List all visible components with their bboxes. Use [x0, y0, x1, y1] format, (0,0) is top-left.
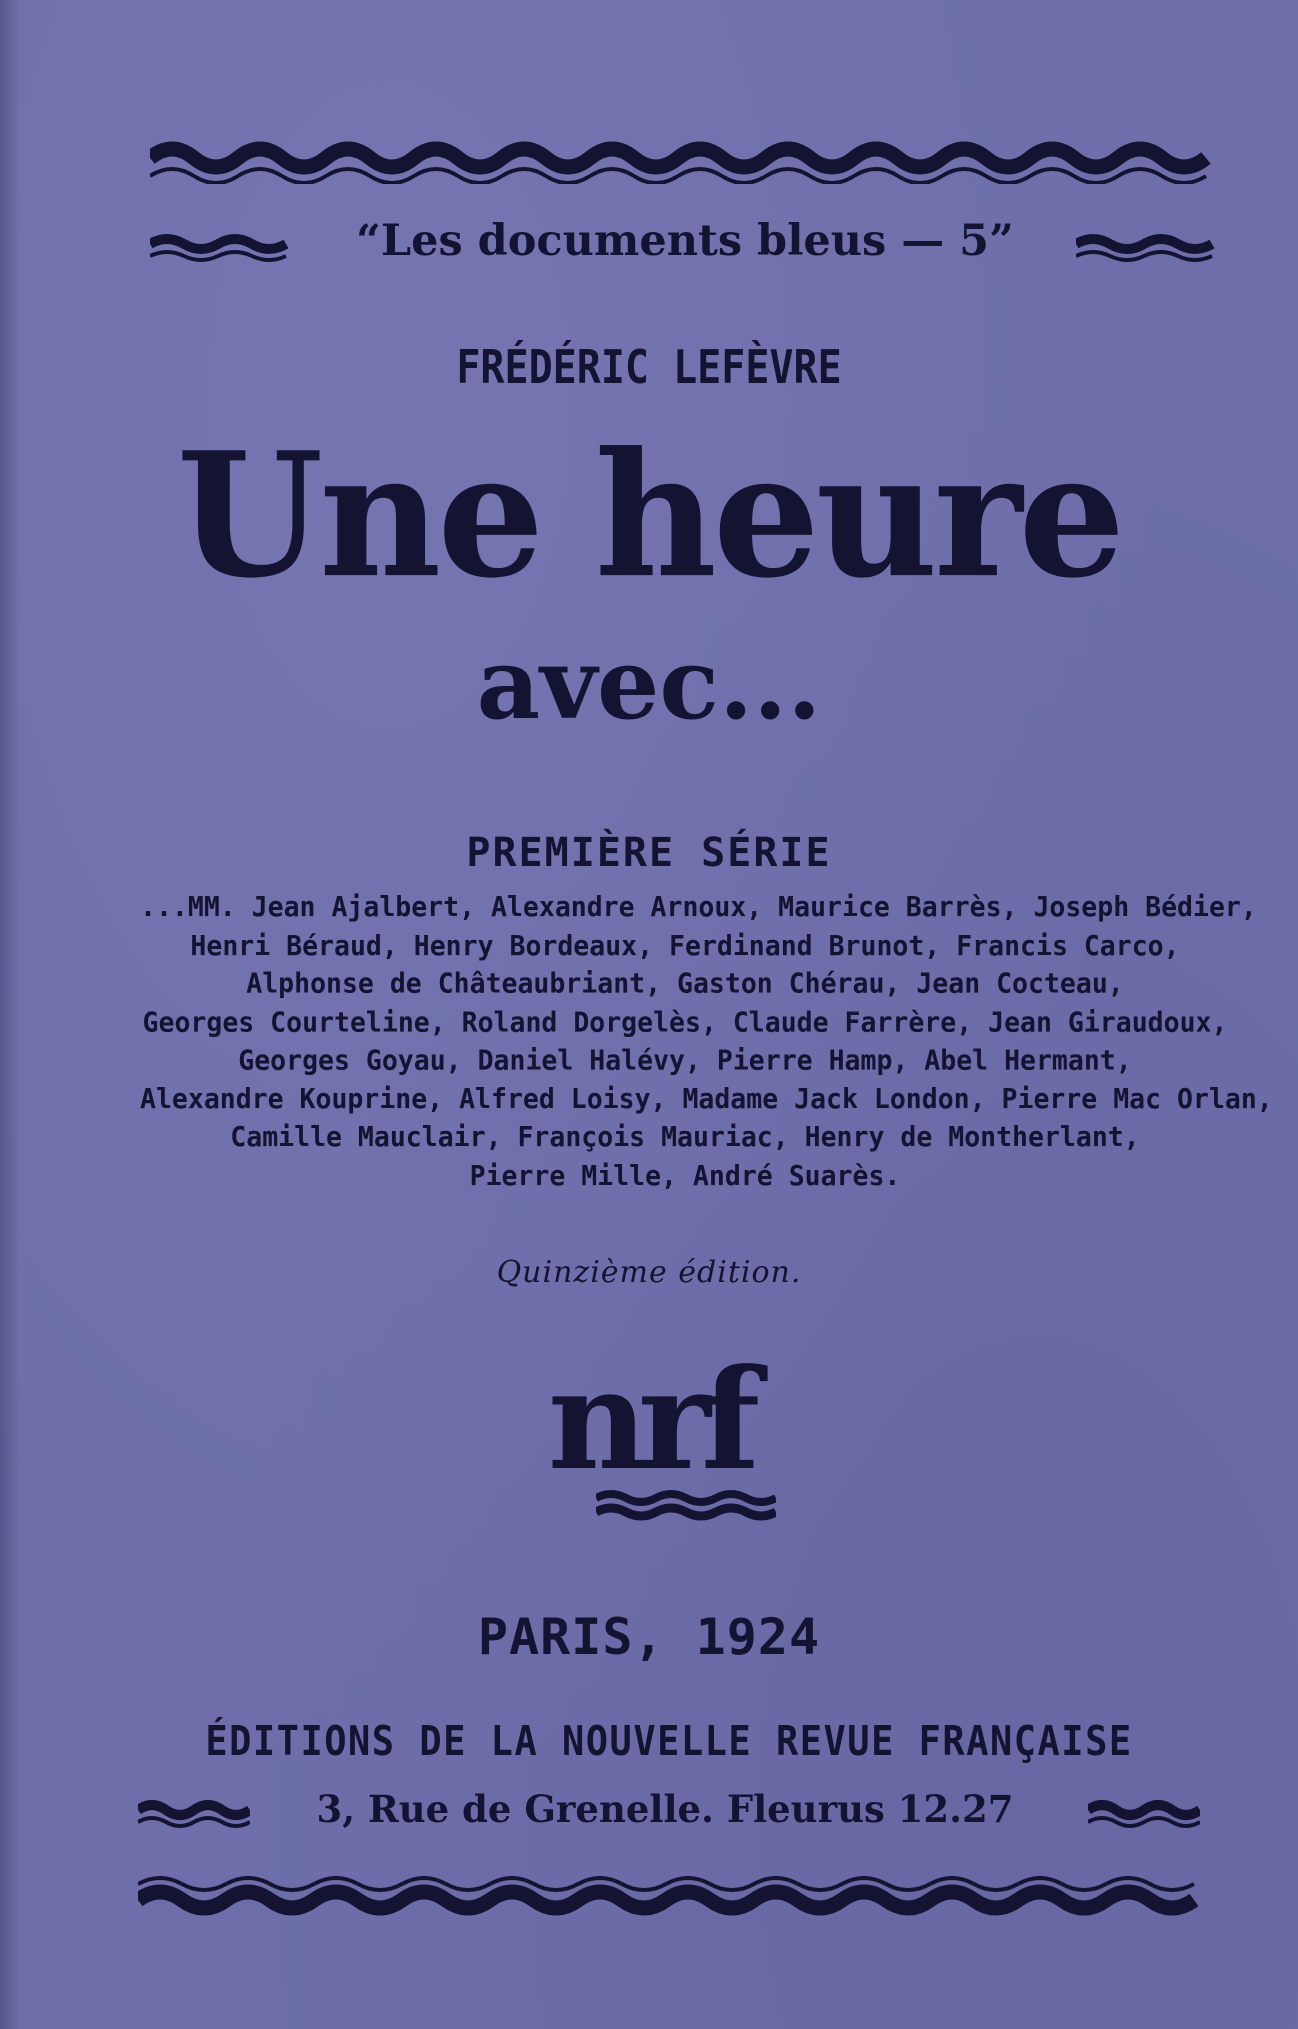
interviewee-line: Alphonse de Châteaubriant, Gaston Chérau, Jean Cocteau, — [246, 967, 1124, 1000]
interviewee-line: ...MM. Jean Ajalbert, Alexandre Arnoux, Maurice Barrès, Joseph Bédier, — [140, 890, 1257, 924]
series-number: PREMIÈRE SÉRIE — [466, 830, 832, 876]
series-right-ornament — [1076, 232, 1222, 262]
interviewee-line: Pierre Mille, André Suarès. — [469, 1159, 901, 1192]
interviewee-list — [140, 889, 1273, 1196]
interviewee-line: Georges Goyau, Daniel Halévy, Pierre Hamp, Abel Hermant, — [238, 1044, 1132, 1077]
nrf-logo: nrf — [547, 1338, 751, 1501]
cover-edge-shadow — [0, 0, 20, 2029]
publisher-name: ÉDITIONS DE LA NOUVELLE REVUE FRANÇAISE — [205, 1717, 1133, 1766]
interviewee-line: Camille Mauclair, François Mauriac, Henry de Montherlant, — [230, 1120, 1140, 1154]
address-right-ornament — [1088, 1798, 1200, 1828]
interviewee-line: Henri Béraud, Henry Bordeaux, Ferdinand Brunot, Francis Carco, — [190, 929, 1180, 962]
series-left-ornament — [150, 232, 290, 262]
publisher-address: 3, Rue de Grenelle. Fleurus 12.27 — [316, 1787, 1014, 1831]
author-name: FRÉDÉRIC LEFÈVRE — [456, 341, 842, 395]
interviewee-line: Georges Courteline, Roland Dorgelès, Claude Farrère, Jean Giraudoux, — [142, 1005, 1228, 1039]
series-title: “Les documents bleus — 5” — [356, 216, 1014, 266]
city-year: PARIS, 1924 — [477, 1608, 821, 1666]
edition-note: Quinzième édition. — [496, 1255, 802, 1290]
book-title-line-1: Une heure — [176, 414, 1122, 616]
top-wave-rule — [150, 132, 1220, 184]
book-title-line-2: avec... — [476, 627, 822, 742]
bottom-wave-rule — [138, 1866, 1200, 1918]
interviewee-line: Alexandre Kouprine, Alfred Loisy, Madame Jack London, Pierre Mac Orlan, — [140, 1082, 1273, 1115]
logo-wave-rule — [596, 1488, 776, 1524]
address-left-ornament — [138, 1798, 250, 1828]
